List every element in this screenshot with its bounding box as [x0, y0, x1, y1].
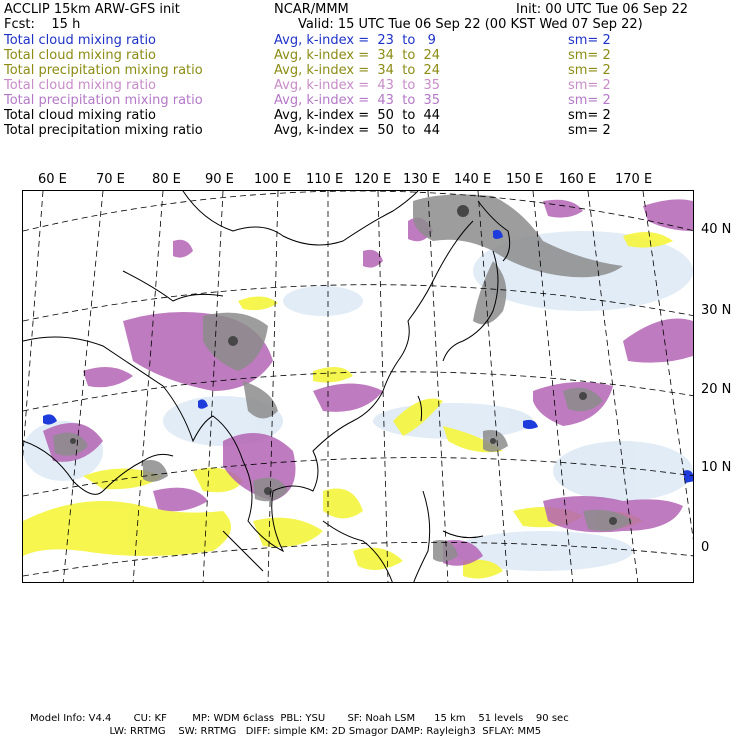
- legend-avg: Avg, k-index = 23 to 9: [274, 33, 436, 48]
- legend-name: Total cloud mixing ratio: [4, 108, 157, 123]
- institution-label: NCAR/MMM: [274, 2, 349, 17]
- lon-label: 150 E: [506, 172, 544, 187]
- lon-label: 90 E: [205, 172, 234, 187]
- lon-label: 80 E: [152, 172, 181, 187]
- legend-name: Total precipitation mixing ratio: [4, 63, 203, 78]
- legend-avg: Avg, k-index = 50 to 44: [274, 123, 441, 138]
- legend-sm: sm= 2: [568, 93, 611, 108]
- lon-label: 130 E: [403, 172, 441, 187]
- lon-label: 60 E: [38, 172, 67, 187]
- lon-label: 120 E: [354, 172, 392, 187]
- lon-label: 70 E: [96, 172, 125, 187]
- legend-sm: sm= 2: [568, 48, 611, 63]
- legend-sm: sm= 2: [568, 108, 611, 123]
- legend-sm: sm= 2: [568, 33, 611, 48]
- legend-sm: sm= 2: [568, 78, 611, 93]
- forecast-hour: Fcst: 15 h: [4, 17, 81, 32]
- legend-name: Total cloud mixing ratio: [4, 33, 157, 48]
- legend-avg: Avg, k-index = 50 to 44: [274, 108, 441, 123]
- forecast-map: [22, 190, 694, 583]
- init-time: Init: 00 UTC Tue 06 Sep 22: [516, 2, 689, 17]
- model-title: ACCLIP 15km ARW-GFS init: [4, 2, 180, 17]
- lon-label: 170 E: [615, 172, 653, 187]
- legend-avg: Avg, k-index = 43 to 35: [274, 93, 441, 108]
- lon-label: 110 E: [306, 172, 344, 187]
- lon-label: 140 E: [454, 172, 492, 187]
- model-info-line2: LW: RRTMG SW: RRTMG DIFF: simple KM: 2D Smagor DAMP: Rayleigh3 SFLAY: MM5: [30, 726, 542, 737]
- lon-label: 160 E: [559, 172, 597, 187]
- legend-sm: sm= 2: [568, 123, 611, 138]
- legend-name: Total precipitation mixing ratio: [4, 93, 203, 108]
- legend-sm: sm= 2: [568, 63, 611, 78]
- legend-avg: Avg, k-index = 34 to 24: [274, 48, 441, 63]
- lat-label: 20 N: [701, 382, 732, 397]
- lat-label: 30 N: [701, 303, 732, 318]
- legend-avg: Avg, k-index = 34 to 24: [274, 63, 441, 78]
- lat-label: 0: [701, 540, 710, 555]
- lon-label: 100 E: [254, 172, 292, 187]
- map-canvas: [23, 191, 694, 583]
- model-info-line1: Model Info: V4.4 CU: KF MP: WDM 6class PBL: YSU SF: Noah LSM 15 km 51 levels 90 sec: [30, 713, 569, 724]
- legend-name: Total precipitation mixing ratio: [4, 123, 203, 138]
- legend-name: Total cloud mixing ratio: [4, 48, 157, 63]
- legend-name: Total cloud mixing ratio: [4, 78, 157, 93]
- valid-time: Valid: 15 UTC Tue 06 Sep 22 (00 KST Wed 07 Sep 22): [298, 17, 643, 32]
- legend-avg: Avg, k-index = 43 to 35: [274, 78, 441, 93]
- lat-label: 40 N: [701, 222, 732, 237]
- lat-label: 10 N: [701, 460, 732, 475]
